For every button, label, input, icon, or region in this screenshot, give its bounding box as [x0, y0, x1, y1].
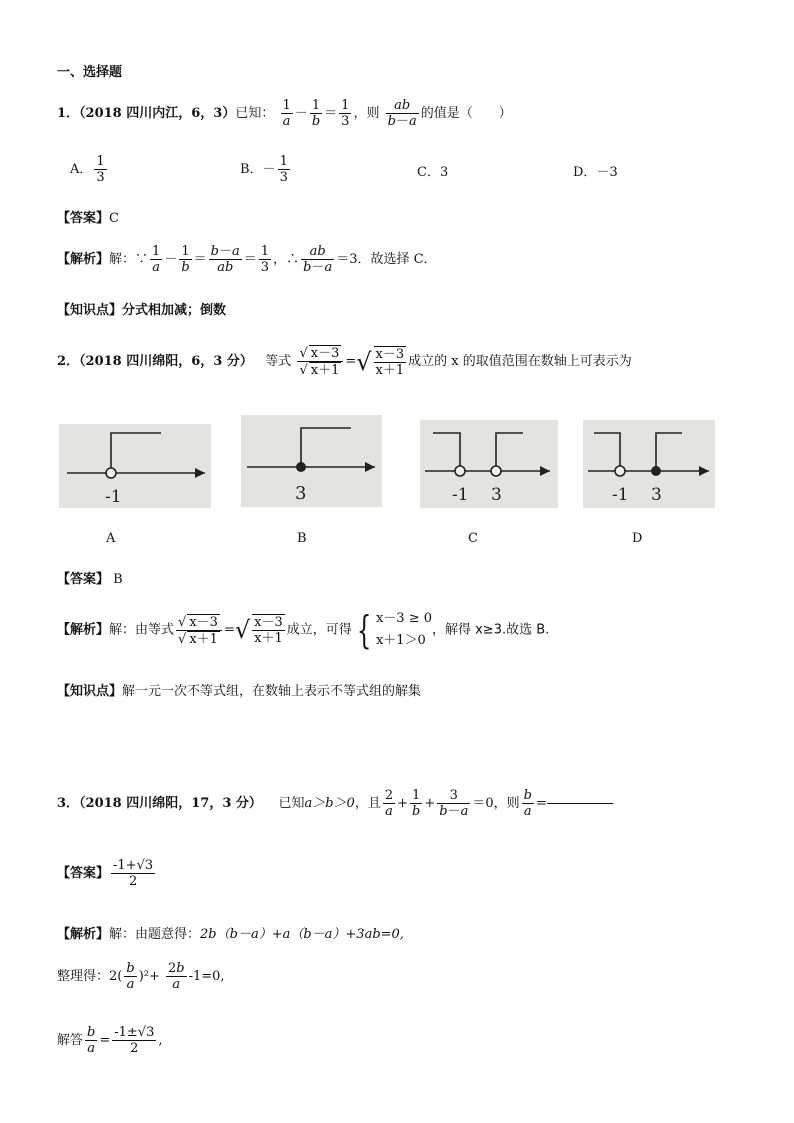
- knowledge-tag: 【知识点】: [57, 303, 123, 318]
- q1-knowledge: 【知识点】分式相加减；倒数: [57, 303, 227, 318]
- analysis-tag: 【解析】: [57, 252, 110, 267]
- q2-stem: 2．（2018 四川绵阳，6，3 分） 等式 $\frac{√ x-3}{√ x+1}$ =√ $\frac{x-3}{x+1}$ 成立的 x 的取值范围在数轴上可表示为: [57, 346, 632, 378]
- q3-source: （2018 四川绵阳，17，3 分）: [79, 796, 262, 811]
- q1-frac-13: $\frac{1}{3}$: [341, 98, 350, 129]
- q1-option-d[interactable]: D．－3: [573, 165, 618, 180]
- section-title: 一、选择题: [57, 65, 123, 80]
- tick-label: -1: [612, 485, 629, 505]
- q1-source: （2018 四川内江，6，3）: [79, 106, 236, 121]
- q1-option-a[interactable]: A． $\frac{1}{3}$: [70, 154, 105, 185]
- open-point-icon: [615, 466, 625, 476]
- q1-tail: 的值是（ ）: [420, 106, 512, 121]
- q2-knowledge: 【知识点】解一元一次不等式组，在数轴上表示不等式组的解集: [57, 684, 422, 699]
- q2-eq-left: $\frac{√ x-3}{√ x+1}$: [297, 345, 343, 378]
- q2-figure-a[interactable]: [59, 424, 211, 508]
- q3-stem: 3．（2018 四川绵阳，17，3 分） 已知a＞b＞0，且 $\frac{2}{a}$ + $\frac{1}{b}$ + $\frac{3}{b-a}$ ＝0，则 $\frac{b}{a}$ =: [57, 788, 613, 819]
- q2-caption-d: D: [632, 531, 643, 546]
- q2-figure-d[interactable]: [583, 420, 715, 508]
- q1-then: ，则: [353, 106, 380, 121]
- open-point-icon: [106, 468, 116, 478]
- q2-analysis: 【解析】解：由等式 $\frac{√ x-3}{√ x+1}$ =√ $\frac{x-3}{x+1}$ 成立，可得 { x－3 ≥ 0 x＋1＞0 ，解得 x≥3.故选 B.: [57, 608, 550, 652]
- q3-answer: 【答案】 $\frac{-1+√3}{2}$: [57, 858, 154, 889]
- q2-label: 2．: [57, 354, 80, 369]
- solid-point-icon: [296, 462, 306, 472]
- q3-answer-blank[interactable]: [547, 803, 613, 804]
- solid-point-icon: [651, 466, 661, 476]
- tick-label: -1: [105, 487, 122, 507]
- q2-source: （2018 四川绵阳，6，3 分）: [79, 354, 253, 369]
- open-point-icon: [491, 466, 501, 476]
- q3-analysis: 【解析】解：由题意得：2b（b－a）+a（b－a）+3ab=0,: [57, 927, 404, 942]
- q1-option-b[interactable]: B．－ $\frac{1}{3}$: [240, 154, 288, 185]
- q1-frac-1a: $\frac{1}{a}$: [282, 98, 291, 129]
- q3-solve: 解答 $\frac{b}{a}$ = $\frac{-1\pm√3}{2}$ ,: [57, 1025, 163, 1056]
- q2-figure-b[interactable]: [241, 415, 382, 507]
- tick-label: 3: [295, 483, 307, 504]
- q1-answer: [57, 207, 119, 226]
- q2-figure-c[interactable]: [420, 420, 558, 508]
- q1-stem: 1．（2018 四川内江，6，3）已知： $\frac{1}{a}$ － $\frac{1}{b}$ ＝ $\frac{1}{3}$ ，则 $\frac{ab}{b-a}$ 的值是（ ）: [57, 98, 512, 129]
- q1-label: 1．: [57, 106, 80, 121]
- q1-intro: 已知：: [235, 106, 275, 121]
- q2-answer: 【答案】 B: [57, 572, 123, 587]
- tick-label: -1: [452, 485, 469, 505]
- q3-label: 3．: [57, 796, 80, 811]
- q3-answer-value: $\frac{-1+√3}{2}$: [113, 858, 154, 889]
- q2-inequality-system: x－3 ≥ 0 x＋1＞0: [375, 611, 432, 648]
- tick-label: 3: [491, 485, 502, 505]
- q1-frac-target: $\frac{ab}{b-a}$: [387, 98, 417, 129]
- q2-eq-right: $\frac{x-3}{x+1}$: [375, 346, 405, 378]
- q1-answer-value: C: [109, 211, 119, 226]
- q2-answer-value: B: [113, 572, 123, 587]
- open-point-icon: [455, 466, 465, 476]
- answer-tag: 【答案】: [57, 211, 110, 226]
- q1-frac-1b: $\frac{1}{b}$: [311, 98, 321, 129]
- tick-label: 3: [651, 485, 662, 505]
- q3-simplify: 整理得：2( $\frac{b}{a}$ )²+ $\frac{2b}{a}$ -1=0,: [57, 961, 225, 992]
- q2-caption-c: C: [468, 531, 478, 546]
- q2-caption-a: A: [106, 531, 116, 546]
- q2-caption-b: B: [297, 531, 307, 546]
- q1-option-c[interactable]: C．3: [417, 165, 449, 180]
- q1-analysis: 【解析】解：∵ $\frac{1}{a}$ － $\frac{1}{b}$ ＝ $\frac{b-a}{ab}$ ＝ $\frac{1}{3}$ ，∴ $\frac{ab}{b-a}$ ＝3．故选择 C．: [57, 244, 437, 275]
